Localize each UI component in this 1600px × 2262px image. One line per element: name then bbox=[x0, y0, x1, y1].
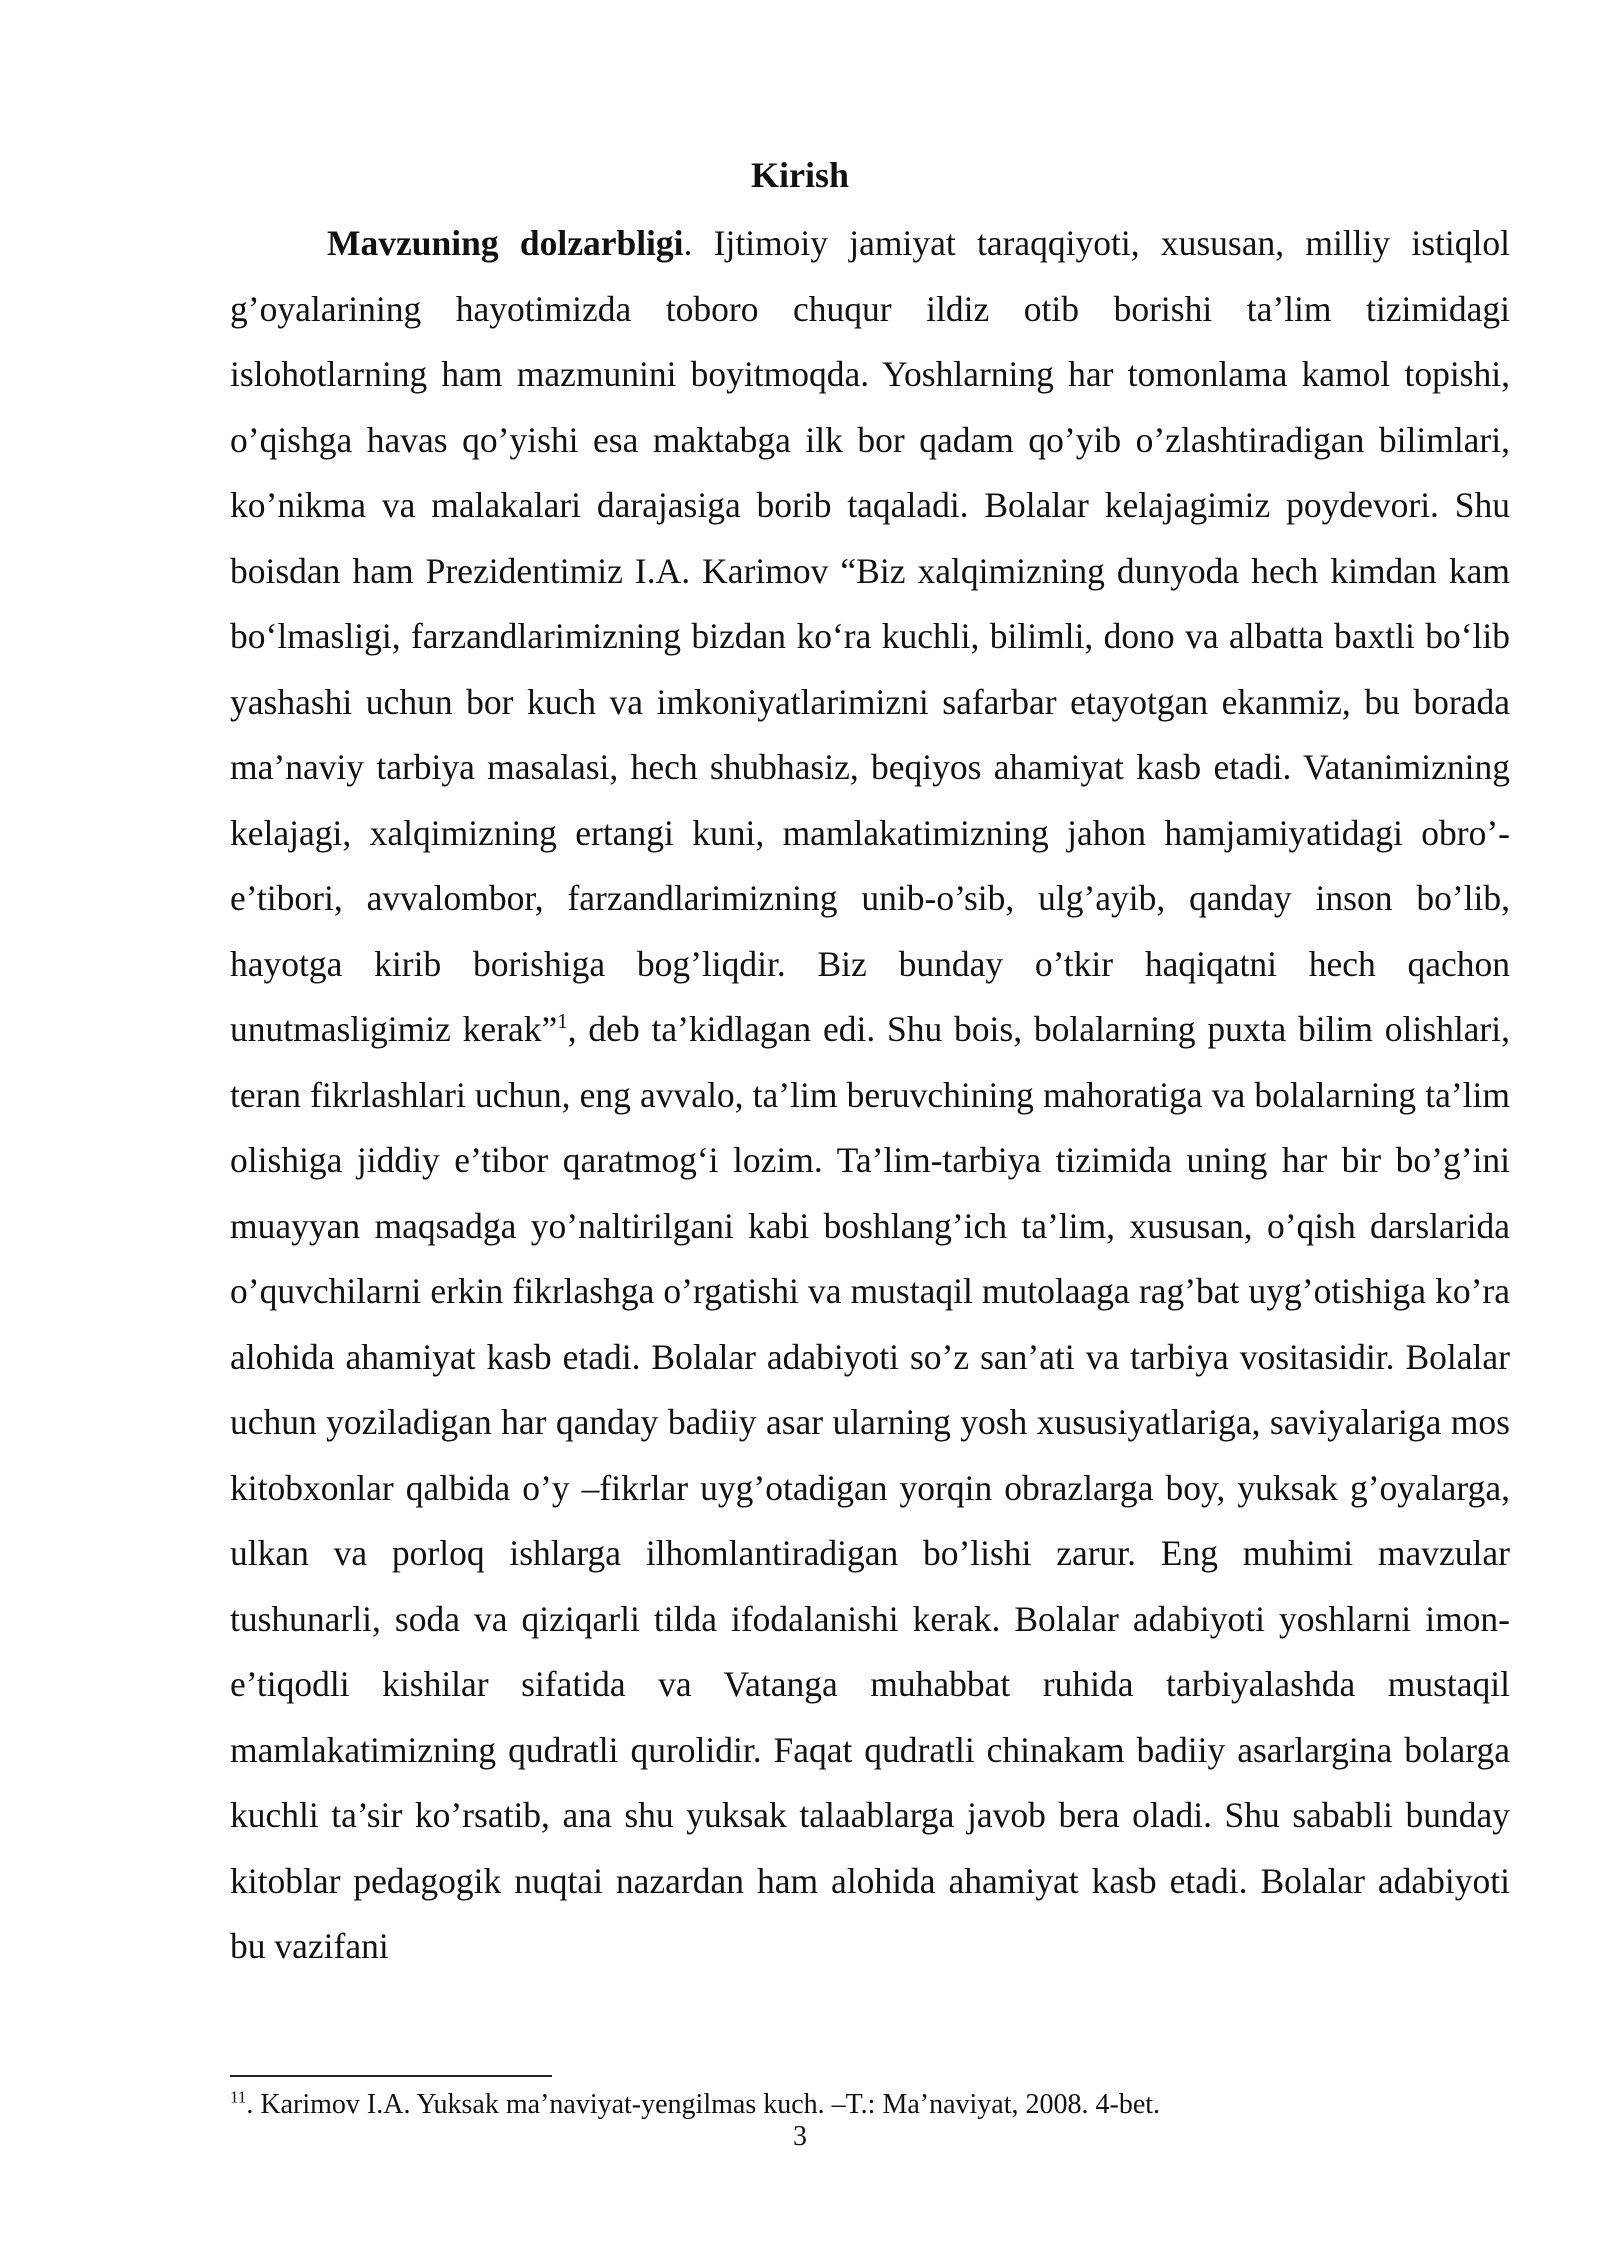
footnote-reference[interactable]: 1 bbox=[557, 1009, 568, 1034]
footnote-separator bbox=[230, 2075, 552, 2077]
section-heading: Kirish bbox=[750, 155, 849, 195]
paragraph-text-part-2: , deb ta’kidlagan edi. Shu bois, bolalarning puxta bilim olishlari, teran fikrlashlari uchun, eng avvalo, ta’lim beruvchining mahoratiga va bolalarning ta’lim olishiga jiddiy e’tibor qaratmog‘i lozim. Ta’lim-tarbiya tizimida uning har bir bo’g’ini muayyan maqsadga yo’naltirilgani kabi boshlang’ich ta’lim, xususan, o’qish darslarida o’quvchilarni erkin fikrlashga o’rgatishi va mustaqil mutolaaga rag’bat uyg’otishiga ko’ra alohida ahamiyat kasb etadi. Bolalar adabiyoti so’z san’ati va tarbiya vositasidir. Bolalar uchun yoziladigan har qanday badiiy asar ularning yosh xususiyatlariga, saviyalariga mos kitobxonlar qalbida o’y –fikrlar uyg’otadigan yorqin obrazlarga boy, yuksak g’oyalarga, ulkan va porloq ishlarga ilhomlantiradigan bo’lishi zarur. Eng muhimi mavzular tushunarli, soda va qiziqarli tilda ifodalanishi kerak. Bolalar adabiyoti yoshlarni imon-e’tiqodli kishilar sifatida va Vatanga muhabbat ruhida tarbiyalashda mustaqil mamlakatimizning qudratli qurolidir. Faqat qudratli chinakam badiiy asarlargina bolarga kuchli ta’sir ko’rsatib, ana shu yuksak talaablarga javob bera oladi. Shu sababli bunday kitoblar pedagogik nuqtai nazardan ham alohida ahamiyat kasb etadi. Bolalar adabiyoti bu vazifani bbox=[230, 1009, 1510, 1966]
paragraph-lead-title: Mavzuning dolzarbligi bbox=[327, 223, 684, 263]
footnote-text: . Karimov I.A. Yuksak ma’naviyat-yengilmas kuch. –T.: Ma’naviyat, 2008. 4-bet. bbox=[246, 2089, 1161, 2120]
paragraph-text-part-1: . Ijtimoiy jamiyat taraqqiyoti, xususan, milliy istiqlol g’oyalarining hayotimizda toboro chuqur ildiz otib borishi ta’lim tizimidagi islohotlarning ham mazmunini boyitmoqda. Yoshlarning har tomonlama kamol topishi, o’qishga havas qo’yishi esa maktabga ilk bor qadam qo’yib o’zlashtiradigan bilimlari, ko’nikma va malakalari darajasiga borib taqaladi. Bolalar kelajagimiz poydevori. Shu boisdan ham Prezidentimiz I.A. Karimov “Biz xalqimizning dunyoda hech kimdan kam bo‘lmasligi, farzandlarimizning bizdan ko‘ra kuchli, bilimli, dono va albatta baxtli bo‘lib yashashi uchun bor kuch va imkoniyatlarimizni safarbar etayotgan ekanmiz, bu borada ma’naviy tarbiya masalasi, hech shubhasiz, beqiyos ahamiyat kasb etadi. Vatanimizning kelajagi, xalqimizning ertangi kuni, mamlakatimizning jahon hamjamiyatidagi obro’- e’tibori, avvalombor, farzandlarimizning unib-o’sib, ulg’ayib, qanday inson bo’lib, hayotga kirib borishiga bog’liqdir. Biz bunday o’tkir haqiqatni hech qachon unutmasligimiz kerak” bbox=[230, 223, 1510, 1049]
page-number: 3 bbox=[793, 2121, 807, 2152]
footnote bbox=[230, 2088, 1510, 2122]
body-paragraph bbox=[230, 211, 1510, 1980]
footnote-mark: 11 bbox=[230, 2087, 247, 2107]
